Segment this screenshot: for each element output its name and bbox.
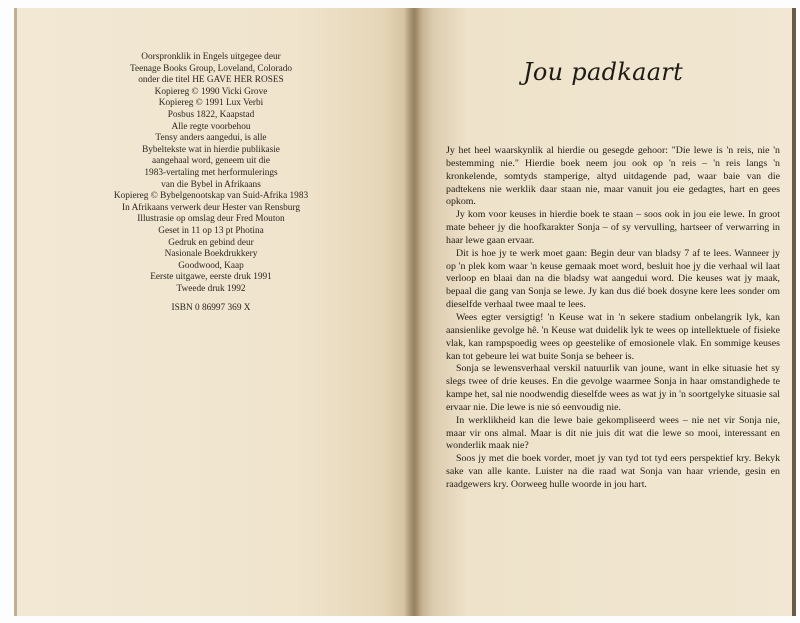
copyright-credits bbox=[96, 52, 326, 315]
credit-line: Eerste uitgawe, eerste druk 1991 bbox=[150, 272, 272, 283]
credit-line: Posbus 1822, Kaapstad bbox=[167, 109, 255, 120]
book-spine bbox=[404, 8, 422, 616]
credit-line: onder die titel HE GAVE HER ROSES bbox=[138, 75, 284, 86]
credit-line: Tensy anders aangedui, is alle bbox=[155, 133, 267, 144]
credit-line: In Afrikaans verwerk deur Hester van Rensburg bbox=[122, 202, 300, 213]
chapter-title: Jou padkaart bbox=[522, 58, 684, 86]
credit-line: Nasionale Boekdrukkery bbox=[164, 249, 258, 260]
paragraph: Sonja se lewensverhaal verskil natuurlik van joune, want in elke situasie het sy slegs twee of drie keuses. En die gevolge waarmee Sonja in haar omstandighede te kampe het, sal nie noodwendig dieselfde wees as wat jy in 'n soortgelyke situasie sal ervaar nie. Die lewe is nie só eenvoudig nie. bbox=[446, 363, 780, 413]
credit-line: Gedruk en gebind deur bbox=[168, 237, 254, 248]
paragraph: Soos jy met die boek vorder, moet jy van tyd tot tyd eers perspektief kry. Bekyk sake van alle kante. Luister na die raad wat Sonja van haar vriende, gesin en raadgewers kry. Oorweeg hulle woorde in jou hart. bbox=[446, 453, 780, 490]
right-page-edge bbox=[792, 8, 796, 616]
credit-line: Oorspronklik in Engels uitgegee deur bbox=[141, 52, 281, 62]
credit-line: aangehaal word, geneem uit die bbox=[152, 156, 270, 167]
paragraph: Jy het heel waarskynlik al hierdie ou gesegde gehoor: "Die lewe is 'n reis, nie 'n bestemming nie." Hierdie boek neem jou ook op 'n reis – 'n reis langs 'n kronkelende, somtyds stamperige, altyd uitdagende pad, waar baie van die padtekens nie werklik daar staan nie, maar vanuit jou eie gedagtes, hart en gees opkom. bbox=[446, 145, 780, 208]
credit-line: Goodwood, Kaap bbox=[178, 260, 244, 271]
credit-line: Teenage Books Group, Loveland, Colorado bbox=[129, 63, 292, 74]
isbn: ISBN 0 86997 369 X bbox=[171, 303, 251, 314]
credit-line: Geset in 11 op 13 pt Photina bbox=[158, 225, 264, 236]
paragraph: Jy kom voor keuses in hierdie boek te staan – soos ook in jou eie lewe. In groot mate beheer jy die hoofkarakter Sonja – of sy vervulling, hartseer of verwarring in haar lewe gaan ervaar. bbox=[446, 209, 780, 246]
credit-line: Alle regte voorbehou bbox=[171, 121, 251, 132]
credit-line: van die Bybel in Afrikaans bbox=[161, 179, 261, 190]
left-page-edge bbox=[14, 8, 17, 616]
credit-line: Kopiereg © 1990 Vicki Grove bbox=[154, 86, 268, 97]
paragraph: Dit is hoe jy te werk moet gaan: Begin deur van bladsy 7 af te lees. Wanneer jy op 'n plek kom waar 'n keuse gemaak moet word, besluit hoe jy die verhaal wil laat verloop en blaai dan na die bladsy wat aangedui word. Die keuses wat jy maak, bepaal die gang van Sonja se lewe. Jy kan dus dié boek dosyne kere lees sonder om dieselfde verhaal twee maal te lees. bbox=[446, 247, 780, 311]
credit-line: Kopiereg © Bybelgenootskap van Suid-Afrika 1983 bbox=[113, 191, 309, 202]
chapter-body bbox=[446, 145, 780, 492]
paragraph: In werklikheid kan die lewe baie gekompliseerd wees – nie net vir Sonja nie, maar vir ons almal. Maar is dit nie juis dit wat die lewe so mooi, interessant en wonderlik maak nie? bbox=[446, 414, 780, 452]
paragraph: Wees egter versigtig! 'n Keuse wat in 'n sekere stadium onbelangrik lyk, kan aansienlike gevolge hê. 'n Keuse wat duidelik lyk te wees op intellektuele of fisieke vlak, kan rampspoedig wees op geestelike of emosionele vlak. En sommige keuses kan tot gebeure lei wat buite Sonja se beheer is. bbox=[446, 311, 780, 362]
credit-line: Kopiereg © 1991 Lux Verbi bbox=[158, 98, 264, 109]
credit-line: Tweede druk 1992 bbox=[176, 283, 246, 294]
credit-line: Illustrasie op omslag deur Fred Mouton bbox=[137, 214, 285, 225]
credit-line: 1983-vertaling met herformulerings bbox=[144, 167, 278, 178]
credit-line: Bybeltekste wat in hierdie publikasie bbox=[142, 144, 280, 155]
